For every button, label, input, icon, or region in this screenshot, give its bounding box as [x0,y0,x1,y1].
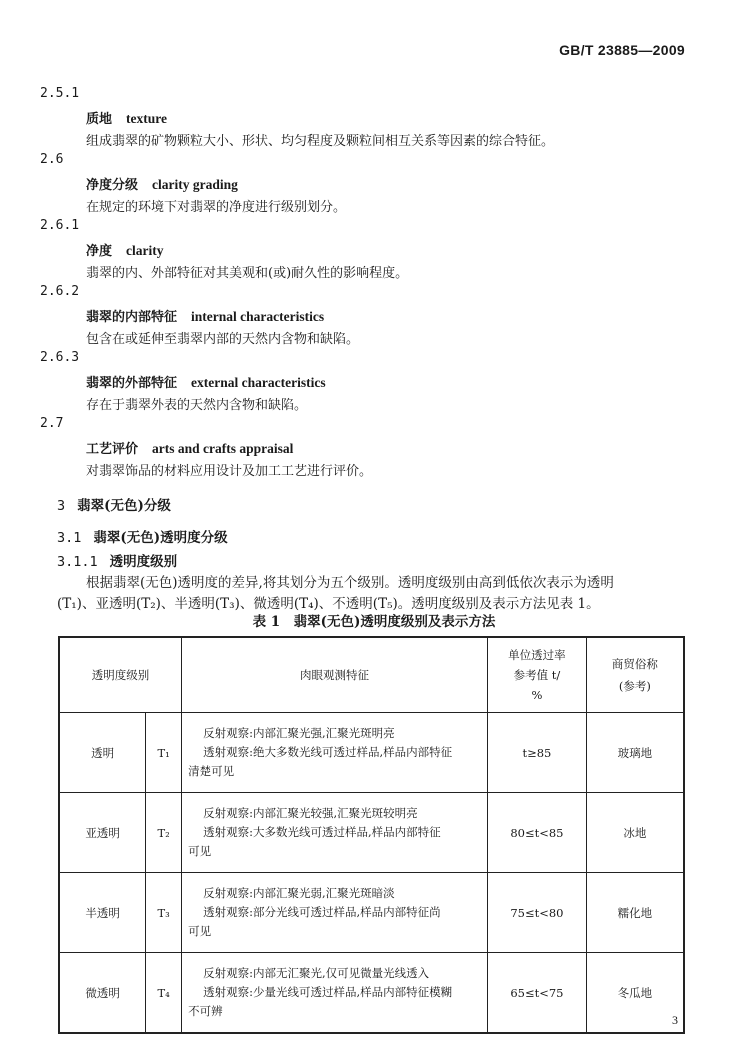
observation-features [182,873,488,953]
level-code: T₄ [146,953,182,1034]
term-heading [86,108,167,127]
section-title: 翡翠(无色)分级 [77,498,171,514]
term-definition: 翡翠的内、外部特征对其美观和(或)耐久性的影响程度。 [86,266,409,281]
level-code: T₂ [146,793,182,873]
clause-number: 2.7 [40,416,64,431]
term-zh: 净度分级 [86,178,139,193]
level-name: 透明 [59,713,146,793]
section-title: 透明度级别 [109,554,178,570]
level-name: 半透明 [59,873,146,953]
header-trade-line: (参考) [618,679,651,693]
header-rate-line: 单位透过率 [508,648,566,662]
reflect-observation: 反射观察:内部汇聚光较强,汇聚光斑较明亮 [203,806,418,820]
subsection-heading [57,526,228,546]
reflect-observation: 反射观察:内部汇聚光弱,汇聚光斑暗淡 [203,886,395,900]
table-header-row [59,637,684,713]
term-en: arts and crafts appraisal [152,441,294,456]
transmit-observation: 透射观察:大多数光线可透过样品,样品内部特征 [203,825,441,839]
term-heading [86,438,293,457]
term-definition: 对翡翠饰品的材料应用设计及加工工艺进行评价。 [86,464,373,479]
term-heading [86,306,324,325]
term-zh: 翡翠的外部特征 [86,376,178,391]
level-name: 微透明 [59,953,146,1034]
header-rate [488,637,587,713]
term-zh: 质地 [86,112,113,127]
term-en: external characteristics [191,375,326,390]
transmittance-value: 80≤t<85 [488,793,587,873]
level-code: T₃ [146,873,182,953]
header-rate-line: % [531,688,543,702]
term-definition: 组成翡翠的矿物颗粒大小、形状、均匀程度及颗粒间相互关系等因素的综合特征。 [86,134,555,149]
level-name: 亚透明 [59,793,146,873]
table-caption: 表 1 翡翠(无色)透明度级别及表示方法 [252,614,496,630]
observation-features [182,793,488,873]
section-number: 3.1.1 [57,554,98,570]
standard-code: GB/T 23885—2009 [559,42,685,58]
term-zh: 工艺评价 [86,442,139,457]
term-en: texture [126,111,167,126]
clause-number: 2.6.2 [40,284,80,299]
trade-name: 玻璃地 [586,713,684,793]
transmit-observation-cont: 清楚可见 [188,764,235,778]
transmittance-value: 65≤t<75 [488,953,587,1034]
observation-features [182,713,488,793]
subsubsection-heading [57,550,177,570]
section-number: 3.1 [57,530,82,546]
header-features: 肉眼观测特征 [182,637,488,713]
clause-number: 2.6.1 [40,218,80,233]
transmit-observation: 透射观察:少量光线可透过样品,样品内部特征模糊 [203,985,453,999]
section-number: 3 [57,498,66,514]
term-zh: 净度 [86,244,113,259]
transmit-observation: 透射观察:绝大多数光线可透过样品,样品内部特征 [203,745,453,759]
clause-number: 2.6 [40,152,64,167]
term-en: clarity [126,243,164,258]
level-code: T₁ [146,713,182,793]
transmit-observation: 透射观察:部分光线可透过样品,样品内部特征尚 [203,905,441,919]
trade-name: 冰地 [586,793,684,873]
term-zh: 翡翠的内部特征 [86,310,178,325]
header-trade [586,637,684,713]
transmittance-value: t≥85 [488,713,587,793]
reflect-observation: 反射观察:内部无汇聚光,仅可见微量光线透入 [203,966,430,980]
observation-features [182,953,488,1034]
table-row [59,873,684,953]
table-row [59,713,684,793]
transmit-observation-cont: 可见 [188,924,212,938]
header-level: 透明度级别 [59,637,182,713]
reflect-observation: 反射观察:内部汇聚光强,汇聚光斑明亮 [203,726,395,740]
term-en: internal characteristics [191,309,325,324]
paragraph-line-1: 根据翡翠(无色)透明度的差异,将其划分为五个级别。透明度级别由高到低依次表示为透明 [86,575,614,591]
term-heading [86,174,238,193]
transparency-table [58,636,685,1034]
term-definition: 包含在或延伸至翡翠内部的天然内含物和缺陷。 [86,332,360,347]
term-heading [86,240,164,259]
term-definition: 存在于翡翠外表的天然内含物和缺陷。 [86,398,308,413]
clause-number: 2.5.1 [40,86,80,101]
trade-name: 冬瓜地 [586,953,684,1034]
table-row [59,953,684,1034]
transmit-observation-cont: 不可辨 [188,1004,223,1018]
term-en: clarity grading [152,177,238,192]
section-title: 翡翠(无色)透明度分级 [93,530,228,546]
clause-number: 2.6.3 [40,350,80,365]
transmit-observation-cont: 可见 [188,844,212,858]
term-heading [86,372,326,391]
page-number: 3 [672,1013,678,1027]
table-row [59,793,684,873]
header-rate-line: 参考值 t/ [513,668,561,682]
header-trade-line: 商贸俗称 [611,657,658,671]
section-heading [57,494,171,514]
transmittance-value: 75≤t<80 [488,873,587,953]
paragraph-line-2: (T₁)、亚透明(T₂)、半透明(T₃)、微透明(T₄)、不透明(T₅)。透明度级别及表示方法见表 1。 [57,596,600,612]
term-definition: 在规定的环境下对翡翠的净度进行级别划分。 [86,200,347,215]
trade-name: 糯化地 [586,873,684,953]
